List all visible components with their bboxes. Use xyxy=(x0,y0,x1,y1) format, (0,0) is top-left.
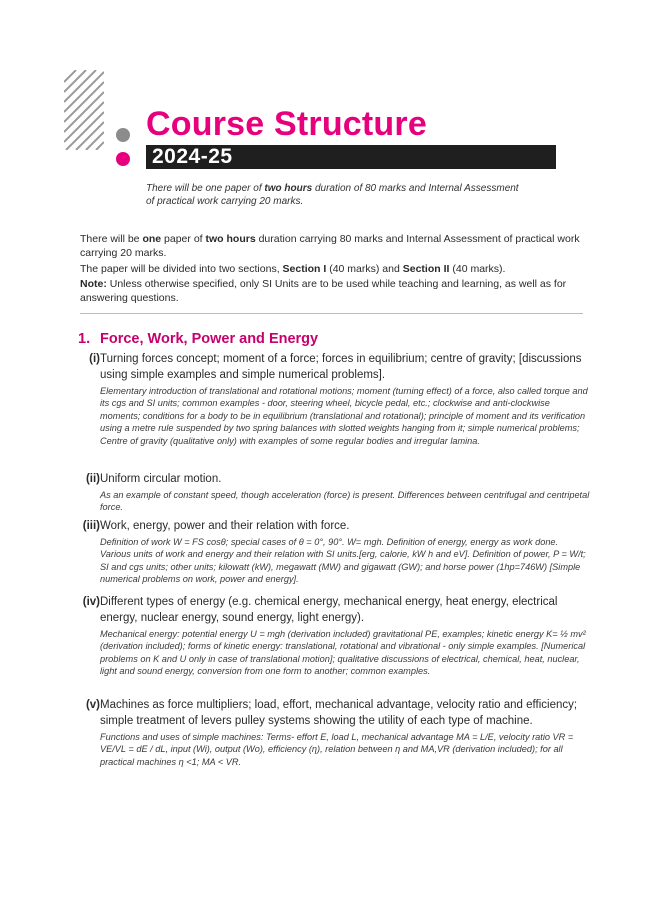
topic-heading: Different types of energy (e.g. chemical energy, mechanical energy, heat energy, electrical energy, nuclear energy, sound energy, light energy). xyxy=(100,596,558,624)
topic-number: (v) xyxy=(85,699,100,711)
text-bold: Section I xyxy=(282,263,327,275)
topic-item xyxy=(80,697,590,768)
topic-item xyxy=(80,594,590,678)
topic-item xyxy=(80,518,590,586)
section-heading xyxy=(78,330,318,348)
year-label: 2024-25 xyxy=(152,145,233,168)
topic-number: (iii) xyxy=(82,520,100,532)
note-label: Note: xyxy=(80,278,107,290)
text-part: (40 marks). xyxy=(449,263,506,275)
topic-description: As an example of constant speed, though acceleration (force) is present. Differences between centrifugal and centripetal force. xyxy=(100,490,590,513)
page-title: Course Structure xyxy=(146,105,427,143)
year-bar xyxy=(146,145,556,169)
text-part: The paper will be divided into two sections, xyxy=(80,263,283,275)
text-part: (40 marks) and xyxy=(326,263,403,275)
text-part: paper of xyxy=(161,233,206,245)
text-part: duration carrying 80 marks and Internal Assessment of practical work carrying 20 marks. xyxy=(80,233,580,259)
topic-heading: Turning forces concept; moment of a force; forces in equilibrium; centre of gravity; [discussions using simple examples and simple numerical problems]. xyxy=(100,353,582,381)
topic-heading: Machines as force multipliers; load, effort, mechanical advantage, velocity ratio and efficiency; simple treatment of levers pulley systems showing the utility of each type of machine. xyxy=(100,699,578,727)
section-number: 1. xyxy=(78,331,91,347)
text-bold: Section II xyxy=(402,263,450,275)
topic-description: Functions and uses of simple machines: Terms- effort E, load L, mechanical advantage MA = L/E, velocity ratio VR = VE/VL = dE / dL, input (Wi), output (Wo), efficiency (η), relation between η and MA,VR (derivation included); for all practical machines η <1; MA < VR. xyxy=(100,732,574,767)
topic-description: Elementary introduction of translational and rotational motions; moment (turning effect) of a force, also called torque and its cgs and SI units; common examples - door, steering wheel, bicycle pedal, etc.; clockwise and anti-clockwise moments; conditions for a body to be in equilibrium (translational and rotational); principle of moment and its verification using a metre rule suspended by two spring balances with slotted weights hanging from it; simple numerical problems; Centre of gravity (qualitative only) with examples of some regular bodies and irregular lamina. xyxy=(100,386,588,446)
topic-item xyxy=(80,471,590,514)
topic-number: (ii) xyxy=(85,473,100,485)
topic-heading: Work, energy, power and their relation with force. xyxy=(100,520,350,532)
text-part: Unless otherwise specified, only SI Units are to be used while teaching and learning, as well as for answering questions. xyxy=(80,278,567,304)
note-paragraph xyxy=(80,277,590,305)
divider xyxy=(80,313,583,314)
text-bold: one xyxy=(142,233,162,245)
topic-description: Mechanical energy: potential energy U = mgh (derivation included) gravitational PE, examples; kinetic energy K= ½ mv² (derivation included); forms of kinetic energy: translational, rotational and vibrational - only simple examples. [Numerical problems on K and U only in case of translational motion]; qualitative discussions of electrical, chemical, heat, nuclear, light and sound energy, conversion from one form to another; common examples. xyxy=(100,629,586,677)
pink-dot-icon xyxy=(116,152,130,166)
intro-text-bold: two hours xyxy=(264,183,313,194)
intro-text-part: There will be one paper of xyxy=(146,183,265,194)
topic-heading: Uniform circular motion. xyxy=(100,473,222,485)
intro-text-part: duration of 80 marks and Internal Assessment of practical work carrying 20 marks. xyxy=(146,183,519,207)
paper-info-paragraph xyxy=(80,232,590,260)
diagonal-stripes-decoration xyxy=(64,70,104,150)
text-part: There will be xyxy=(80,233,143,245)
topic-number: (i) xyxy=(89,353,100,365)
topic-number: (iv) xyxy=(82,596,100,608)
section-title: Force, Work, Power and Energy xyxy=(100,331,319,347)
intro-text xyxy=(146,182,526,208)
topic-description: Definition of work W = FS cosθ; special cases of θ = 0°, 90°. W= mgh. Definition of energy, energy as work done. Various units of work and energy and their relation with SI units.[erg, calorie, kW h and eV]. Definition of power, P = W/t; SI and cgs units; other units; kilowatt (kW), megawatt (MW) and gigawatt (GW); and horse power (1hp=746W) [Simple numerical problems on work, power and energy]. xyxy=(100,537,586,585)
text-bold: two hours xyxy=(205,233,256,245)
sections-paragraph xyxy=(80,262,590,276)
grey-dot-icon xyxy=(116,128,130,142)
topic-item xyxy=(80,351,590,447)
